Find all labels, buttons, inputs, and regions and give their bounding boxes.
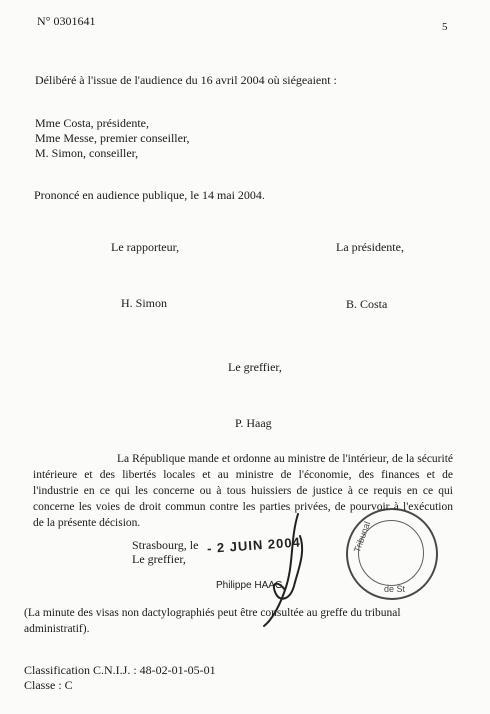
presidente-name: B. Costa bbox=[346, 297, 388, 311]
executory-line: concerne les voies de droit commun contre les parties privées, de pourvoir à l'exécution bbox=[33, 501, 453, 513]
certification-clerk-title: Le greffier, bbox=[132, 552, 186, 566]
note-line: administratif). bbox=[24, 623, 90, 635]
classification: Classification C.N.I.J. : 48-02-01-05-01 bbox=[24, 663, 216, 677]
deliberation-intro: Délibéré à l'issue de l'audience du 16 avril 2004 où siégeaient : bbox=[35, 73, 337, 87]
presidente-title: La présidente, bbox=[336, 240, 404, 254]
classe: Classe : C bbox=[24, 678, 73, 692]
certification-place: Strasbourg, le bbox=[132, 538, 199, 552]
member-line: M. Simon, conseiller, bbox=[35, 146, 139, 160]
date-stamp: - 2 JUIN 2004 bbox=[206, 534, 302, 556]
court-seal bbox=[346, 508, 438, 600]
rapporteur-title: Le rapporteur, bbox=[111, 240, 180, 254]
member-line: Mme Costa, présidente, bbox=[35, 116, 149, 130]
document-number: N° 0301641 bbox=[37, 14, 96, 28]
executory-line: l'industrie en ce qui les concerne ou à tous huissiers de justice à ce requis en ce qui bbox=[33, 485, 453, 497]
member-line: Mme Messe, premier conseiller, bbox=[35, 131, 190, 145]
note-line: (La minute des visas non dactylographiés peut être consultée au greffe du tribunal bbox=[24, 607, 401, 619]
pronounced-line: Prononcé en audience publique, le 14 mai 2004. bbox=[34, 188, 265, 202]
greffier-title: Le greffier, bbox=[228, 360, 282, 374]
rapporteur-name: H. Simon bbox=[121, 296, 168, 310]
clerk-name-stamp: Philippe HAAG bbox=[216, 580, 283, 591]
executory-line: La République mande et ordonne au ministre de l'intérieur, de la sécurité bbox=[117, 453, 453, 465]
page-number: 5 bbox=[442, 21, 448, 33]
executory-line: intérieure et des libertés locales et au ministre de l'économie, des finances et de bbox=[33, 469, 453, 481]
seal-text-bottom: de St bbox=[384, 584, 406, 594]
seal-text-top: Tribunal bbox=[351, 520, 373, 554]
greffier-name: P. Haag bbox=[235, 416, 272, 430]
executory-line: de la présente décision. bbox=[33, 517, 141, 529]
